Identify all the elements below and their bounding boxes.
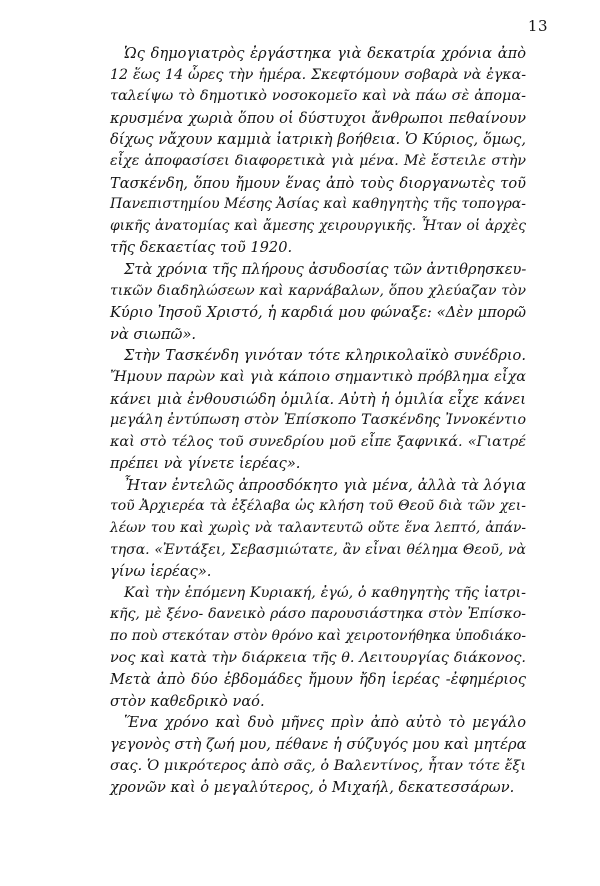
text-line: Ὡς δημογιατρὸς ἐργάστηκα γιὰ δεκατρία χρόνια ἀπὸ [124, 45, 526, 62]
text-line: Στὰ χρόνια τῆς πλήρους ἀσυδοσίας τῶν ἀντιθρησκευ- [124, 260, 527, 278]
text-line: λέων του καὶ χωρὶς νὰ ταλαντευτῶ οὔτε ἕνα λεπτό, ἀπάν- [110, 520, 526, 537]
text-line: νὰ σιωπῶ». [110, 325, 197, 343]
text-line: Μετὰ ἀπὸ δύο ἑβδομάδες ἤμουν ἤδη ἱερέας -ἐφημέριος [110, 671, 526, 689]
text-line: Τασκένδη, ὅπου ἤμουν ἕνας ἀπὸ τοὺς διοργανωτὲς τοῦ [110, 174, 526, 192]
text-line: νος καὶ κατὰ τὴν διάρκεια τῆς θ. Λειτουργίας διάκονος. [110, 649, 526, 666]
text-line: Στὴν Τασκένδη γινόταν τότε κληρικολαϊκὸ συνέδριο. [124, 347, 526, 365]
text-line: ταλείψω τὸ δημοτικὸ νοσοκομεῖο καὶ νὰ πάω σὲ ἀπομα- [110, 88, 526, 105]
text-line: καὶ στὸ τέλος τοῦ συνεδρίου μοῦ εἶπε ξαφνικά. «Γιατρέ [110, 433, 526, 450]
text-line: στὸν καθεδρικὸ ναό. [110, 692, 265, 710]
text-line: Καὶ τὴν ἑπόμενη Κυριακή, ἐγώ, ὁ καθηγητὴς τῆς ἰατρι- [124, 584, 526, 601]
text-line: κρυσμένα χωριὰ ὅπου οἱ δύστυχοι ἄνθρωποι πεθαίνουν [110, 109, 526, 127]
text-line: γεγονὸς στὴ ζωή μου, πέθανε ἡ σύζυγός μου καὶ μητέρα [110, 736, 527, 753]
text-line: κῆς, μὲ ξένο- δανεικὸ ράσο παρουσιάστηκα στὸν Ἐπίσκο- [110, 606, 526, 623]
text-line: φικῆς ἀνατομίας καὶ ἄμεσης χειρουργικῆς. Ἦταν οἱ ἀρχὲς [110, 217, 526, 234]
text-line: Ἕνα χρόνο καὶ δυὸ μῆνες πρὶν ἀπὸ αὐτὸ τὸ μεγάλο [124, 714, 526, 732]
text-line: Πανεπιστημίου Μέσης Ἀσίας καὶ καθηγητὴς τῆς τοπογρα- [110, 196, 526, 213]
text-line: τοῦ Ἀρχιερέα τὰ ἐξέλαβα ὡς κλήση τοῦ Θεοῦ διὰ τῶν χει- [110, 498, 526, 515]
text-line: τησα. «Ἐντάξει, Σεβασμιώτατε, ἂν εἶναι θέλημα Θεοῦ, νὰ [110, 541, 526, 558]
text-line: σας. Ὁ μικρότερος ἀπὸ σᾶς, ὁ Βαλεντίνος, ἦταν τότε ἔξι [110, 757, 526, 774]
body-text [110, 43, 526, 799]
text-line: δίχως νἄχουν καμμιὰ ἰατρικὴ βοήθεια. Ὁ Κύριος, ὅμως, [110, 131, 526, 149]
text-line: μεγάλη ἐντύπωση στὸν Ἐπίσκοπο Τασκένδης Ἰννοκέντιο [110, 412, 526, 429]
text-line: τικῶν διαδηλώσεων καὶ καρνάβαλων, ὅπου χλεύαζαν τὸν [110, 282, 526, 299]
text-line: πρέπει νὰ γίνετε ἱερέας». [110, 455, 301, 473]
text-line: γίνω ἱερέας». [110, 563, 212, 581]
text-line: 12 ἕως 14 ὧρες τὴν ἡμέρα. Σκεφτόμουν σοβαρὰ νὰ ἐγκα- [110, 66, 526, 83]
text-line: κάνει μιὰ ἐνθουσιώδη ὁμιλία. Αὐτὴ ἡ ὁμιλία εἶχε κάνει [110, 390, 526, 408]
text-line: εἶχε ἀποφασίσει διαφορετικὰ γιὰ μένα. Μὲ ἔστειλε στὴν [110, 152, 526, 169]
text-line: χρονῶν καὶ ὁ μεγαλύτερος, ὁ Μιχαήλ, δεκατεσσάρων. [110, 779, 515, 797]
text-line: Ἤμουν παρὼν καὶ γιὰ κάποιο σημαντικὸ πρόβλημα εἶχα [110, 368, 526, 385]
text-line: τῆς δεκαετίας τοῦ 1920. [110, 239, 293, 257]
text-line: Ἦταν ἐντελῶς ἀπροσδόκητο γιὰ μένα, ἀλλὰ τὰ λόγια [124, 476, 526, 494]
page-number: 13 [527, 17, 548, 35]
text-line: πο ποὺ στεκόταν στὸν θρόνο καὶ χειροτονήθηκα ὑποδιάκο- [110, 628, 526, 645]
text-line: Κύριο Ἰησοῦ Χριστό, ἡ καρδιά μου φώναξε: «Δὲν μπορῶ [110, 304, 526, 322]
